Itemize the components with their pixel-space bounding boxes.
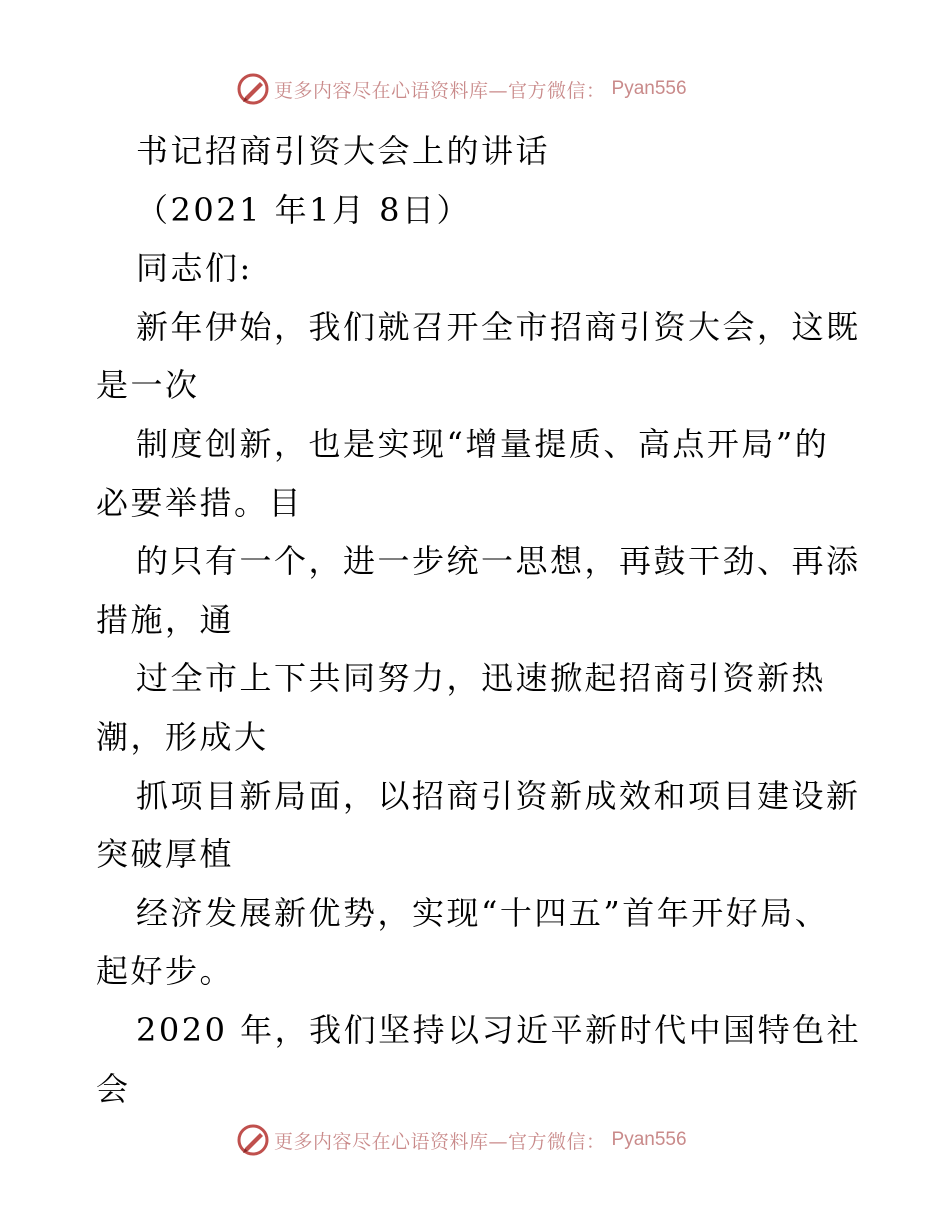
paragraph-line: 2020 年，我们坚持以习近平新时代中国特色社 (136, 1010, 862, 1049)
paragraph-line: 新年伊始，我们就召开全市招商引资大会，这既 (136, 307, 861, 346)
paragraph-line: 必要举措。目 (96, 483, 304, 522)
paragraph-line: 过全市上下共同努力，迅速掀起招商引资新热 (136, 659, 827, 698)
paragraph-line: 的只有一个，进一步统一思想，再鼓干劲、再添 (136, 542, 861, 581)
watermark-wechat-id: Pyan556 (611, 1129, 687, 1150)
paragraph-line: 突破厚植 (96, 835, 235, 874)
document-body (96, 122, 862, 1118)
document-title: 书记招商引资大会上的讲话 (136, 132, 551, 170)
paragraph-line: 措施，通 (96, 600, 235, 639)
paragraph-line: 是一次 (96, 366, 200, 405)
footer-watermark (236, 1123, 687, 1157)
paragraph-line: 起好步。 (96, 952, 235, 991)
paragraph-line: 会 (96, 1069, 131, 1108)
watermark-text: 更多内容尽在心语资料库—官方微信： (274, 1130, 606, 1153)
salutation: 同志们: (136, 249, 253, 288)
paragraph-line: 抓项目新局面，以招商引资新成效和项目建设新 (136, 776, 861, 815)
watermark-text: 更多内容尽在心语资料库—官方微信： (274, 79, 606, 102)
paragraph-line: 经济发展新优势，实现“十四五”首年开好局、 (136, 893, 830, 932)
watermark-wechat-id: Pyan556 (611, 78, 687, 99)
paragraph-line: 潮，形成大 (96, 717, 269, 756)
document-date: （2021 年1月 8日） (136, 190, 472, 229)
pen-logo-icon (236, 1123, 270, 1157)
pen-logo-icon (236, 72, 270, 106)
paragraph-line: 制度创新，也是实现“增量提质、高点开局”的 (136, 424, 830, 463)
header-watermark (236, 72, 687, 106)
